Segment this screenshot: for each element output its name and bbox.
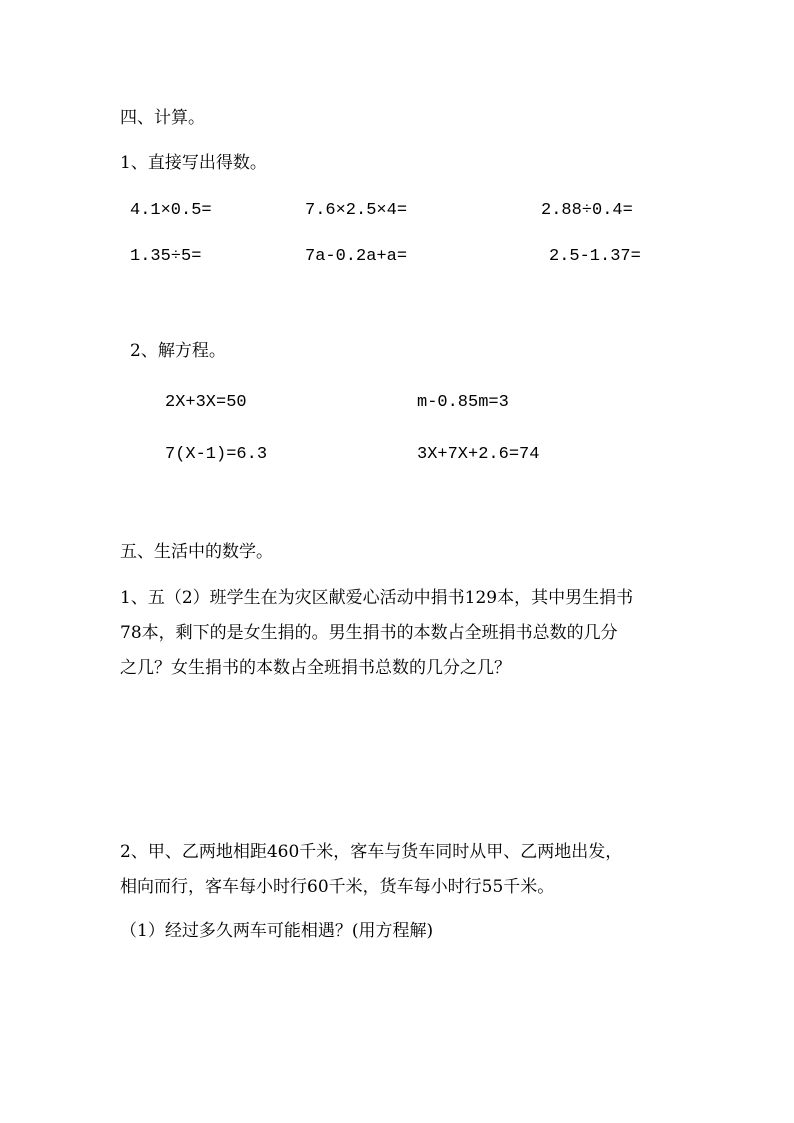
equation-3: 7(X-1)=6.3 (165, 445, 268, 464)
problem-1-line-2: 78本，剩下的是女生捐的。男生捐书的本数占全班捐书总数的几分 (120, 623, 618, 643)
problem-1-line-1: 1、五（2）班学生在为灾区献爱心活动中捐书129本，其中男生捐书 (120, 588, 634, 608)
problem-2-line-2: 相向而行，客车每小时行60千米，货车每小时行55千米。 (120, 877, 555, 897)
section-4-title: 四、计算。 (120, 108, 205, 128)
problem-2-sub-question-1: （1）经过多久两车可能相遇？(用方程解) (120, 921, 434, 941)
problem-1-line-3: 之几？女生捐书的本数占全班捐书总数的几分之几？ (120, 658, 511, 678)
part-2-title: 2、解方程。 (130, 341, 226, 361)
equation-2: m-0.85m=3 (417, 393, 509, 412)
calc-item-2: 7.6×2.5×4= (305, 201, 408, 220)
equation-4: 3X+7X+2.6=74 (417, 445, 540, 464)
calc-item-4: 1.35÷5= (130, 247, 202, 266)
calc-item-1: 4.1×0.5= (130, 201, 212, 220)
calc-item-6: 2.5-1.37= (549, 247, 641, 266)
calc-item-3: 2.88÷0.4= (541, 201, 633, 220)
section-5-title: 五、生活中的数学。 (120, 542, 273, 562)
equation-1: 2X+3X=50 (165, 393, 247, 412)
calc-item-5: 7a-0.2a+a= (305, 247, 408, 266)
problem-2-line-1: 2、甲、乙两地相距460千米，客车与货车同时从甲、乙两地出发， (120, 842, 623, 862)
part-1-title: 1、直接写出得数。 (120, 153, 267, 173)
